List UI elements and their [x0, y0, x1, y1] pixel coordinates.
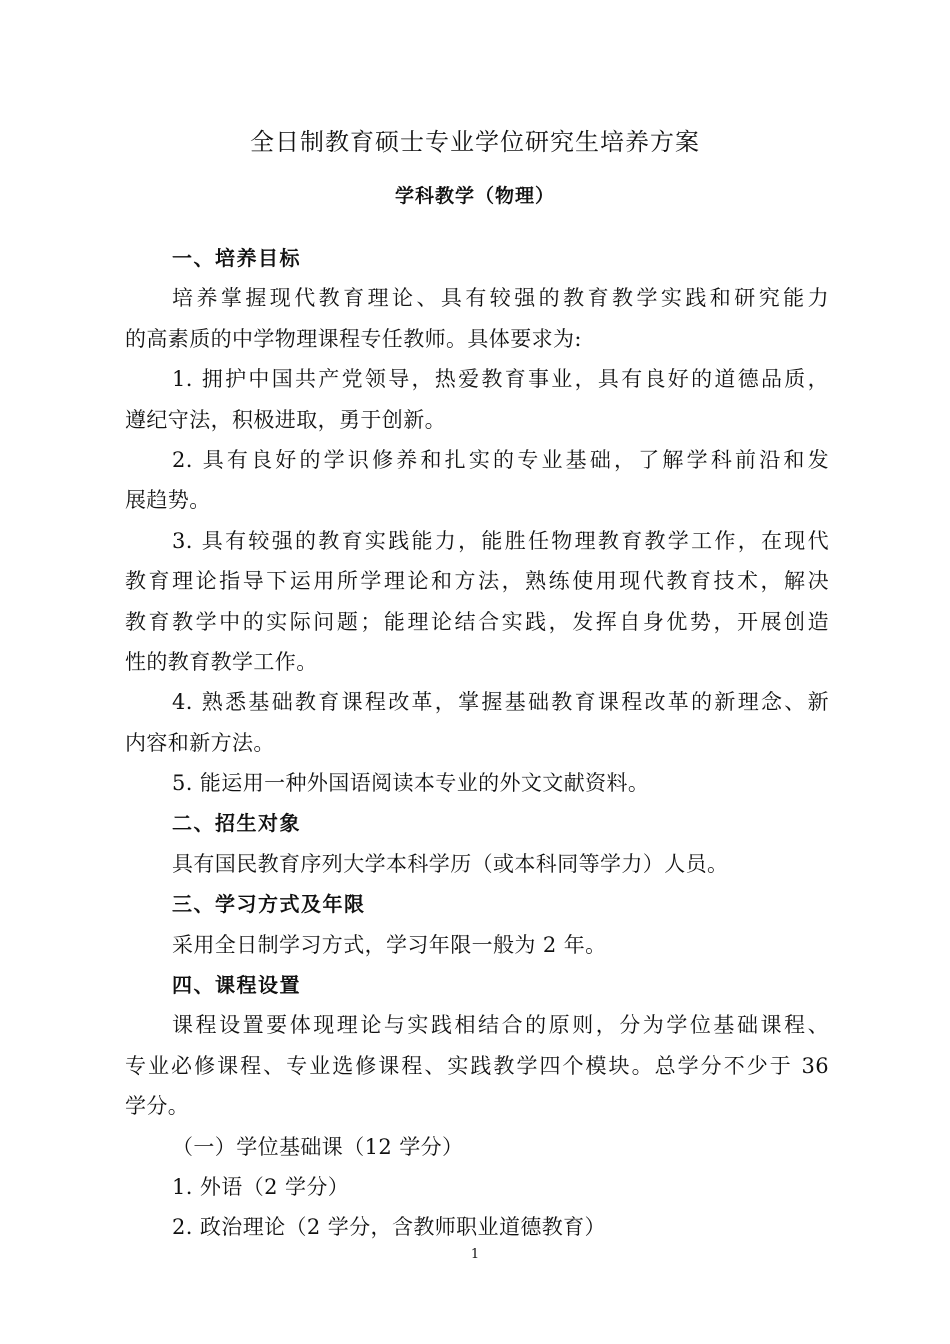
document-title: 全日制教育硕士专业学位研究生培养方案 [250, 128, 700, 156]
paragraph-line: 专业必修课程、专业选修课程、实践教学四个模块。总学分不少于 36 [125, 1053, 829, 1078]
section-heading-training-goals: 一、培养目标 [172, 246, 301, 270]
list-item-line: 4. 熟悉基础教育课程改革，掌握基础教育课程改革的新理念、新 [172, 690, 829, 715]
list-item-line: 性的教育教学工作。 [125, 649, 318, 674]
list-item-line: 展趋势。 [125, 488, 211, 513]
page-number: 1 [470, 1247, 480, 1262]
section-heading-curriculum: 四、课程设置 [172, 973, 301, 998]
paragraph-line: 的高素质的中学物理课程专任教师。具体要求为: [125, 326, 582, 351]
list-item-line: 教育教学中的实际问题；能理论结合实践，发挥自身优势，开展创造 [125, 609, 829, 634]
list-item-line: 3. 具有较强的教育实践能力，能胜任物理教育教学工作，在现代 [172, 528, 829, 553]
list-item-line: 2. 具有良好的学识修养和扎实的专业基础，了解学科前沿和发 [172, 447, 829, 472]
list-item-line: 5. 能运用一种外国语阅读本专业的外文文献资料。 [172, 771, 650, 796]
document-subtitle: 学科教学（物理） [394, 185, 555, 207]
list-item-line: 2. 政治理论（2 学分，含教师职业道德教育） [172, 1215, 606, 1240]
section-heading-admission: 二、招生对象 [172, 811, 301, 836]
list-item-line: 遵纪守法，积极进取，勇于创新。 [125, 407, 446, 432]
paragraph-line: 采用全日制学习方式，学习年限一般为 2 年。 [172, 932, 607, 957]
paragraph-line: 培养掌握现代教育理论、具有较强的教育教学实践和研究能力 [172, 286, 829, 311]
document-body [125, 238, 829, 1248]
subsection-heading: （一）学位基础课（12 学分） [172, 1134, 464, 1159]
list-item-line: 内容和新方法。 [125, 730, 275, 755]
paragraph-line: 具有国民教育序列大学本科学历（或本科同等学力）人员。 [172, 851, 729, 876]
list-item-line: 1. 拥护中国共产党领导，热爱教育事业，具有良好的道德品质， [172, 367, 829, 392]
paragraph-line: 课程设置要体现理论与实践相结合的原则，分为学位基础课程、 [172, 1013, 829, 1038]
section-heading-study-mode: 三、学习方式及年限 [172, 892, 366, 917]
paragraph-line: 学分。 [125, 1094, 190, 1119]
list-item-line: 1. 外语（2 学分） [172, 1174, 350, 1199]
list-item-line: 教育理论指导下运用所学理论和方法，熟练使用现代教育技术，解决 [125, 569, 829, 594]
